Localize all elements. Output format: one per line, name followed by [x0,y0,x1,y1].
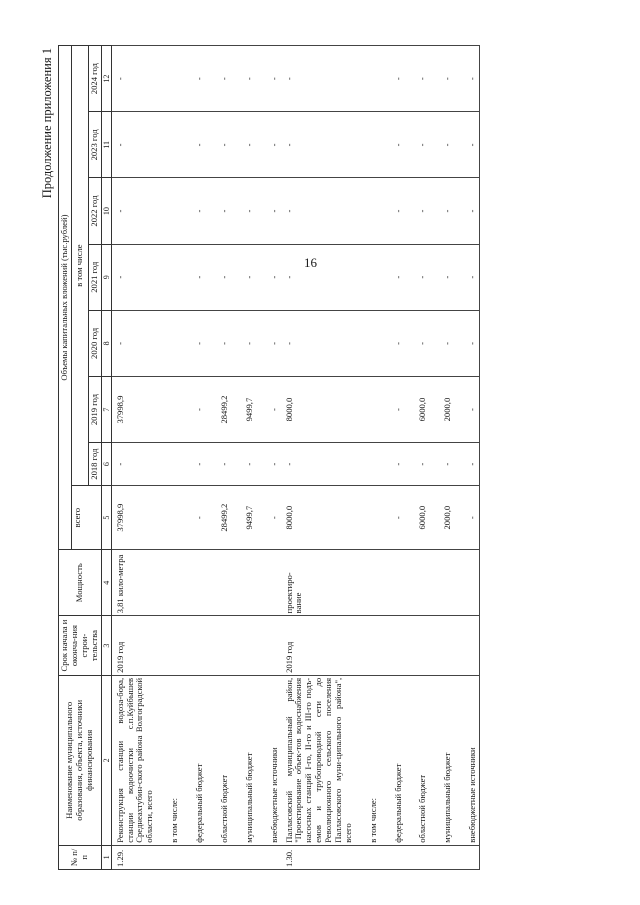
row-value: - [380,486,405,550]
row-value: - [281,112,355,178]
header-column-number: 7 [101,376,111,442]
row-value: - [206,443,231,486]
row-value: - [380,443,405,486]
row-value [355,46,380,112]
row-term [454,616,479,676]
row-value: - [231,112,256,178]
row-capacity [231,550,256,616]
row-value: 28499,2 [206,376,231,442]
table-row [355,46,380,870]
row-value: - [231,244,256,310]
row-value: 6000,0 [404,486,429,550]
row-value: - [404,443,429,486]
row-value: - [256,244,281,310]
row-value: - [454,443,479,486]
row-value: - [429,443,454,486]
row-value: - [429,310,454,376]
header-year: 2023 год [88,112,101,178]
row-value: - [256,486,281,550]
row-value [156,46,181,112]
row-capacity [404,550,429,616]
row-capacity [206,550,231,616]
header-column-number: 4 [101,550,111,616]
row-value: 8000,0 [281,486,355,550]
row-term [181,616,206,676]
row-value [355,486,380,550]
row-value: - [380,46,405,112]
row-value: 28499,2 [206,486,231,550]
row-value: - [404,112,429,178]
row-value: - [231,443,256,486]
row-value: - [256,46,281,112]
row-name: внебюджетные источники [454,675,479,845]
row-value [156,376,181,442]
row-value: - [181,310,206,376]
row-term [156,616,181,676]
row-term [206,616,231,676]
table-row [156,46,181,870]
capital-investment-table [58,45,480,870]
row-value: 8000,0 [281,376,355,442]
row-value: - [454,112,479,178]
row-index [256,845,281,869]
table-row [404,46,429,870]
row-value: - [281,443,355,486]
header-year: 2019 год [88,376,101,442]
header-column-number: 10 [101,178,111,244]
header-volumes: Объемы капитальных вложений (тыс.рублей) [59,46,72,550]
table-row [181,46,206,870]
row-value: - [429,244,454,310]
row-index [181,845,206,869]
header-column-number: 3 [101,616,111,676]
row-value: - [206,112,231,178]
row-value [156,443,181,486]
row-capacity: 3,81 кило-метра [111,550,156,616]
row-index [404,845,429,869]
row-index [454,845,479,869]
row-value: - [231,46,256,112]
row-value: - [181,486,206,550]
row-value: - [206,46,231,112]
row-value: - [256,112,281,178]
row-capacity [181,550,206,616]
table-row [256,46,281,870]
header-column-number: 6 [101,443,111,486]
row-value: - [404,178,429,244]
header-year: 2021 год [88,244,101,310]
row-value: - [111,244,156,310]
row-value: - [256,376,281,442]
row-value: - [429,46,454,112]
header-column-number: 9 [101,244,111,310]
row-capacity [355,550,380,616]
row-index [206,845,231,869]
table-row [429,46,454,870]
row-capacity [454,550,479,616]
row-value: 9499,7 [231,376,256,442]
row-value [355,443,380,486]
row-value: - [111,310,156,376]
header-name: Наименование муниципального образования, объекта, источники финансирования [59,675,102,845]
row-value: - [429,112,454,178]
appendix-title: Продолжение приложения 1 [40,48,54,199]
row-value [156,178,181,244]
row-name: Палласовский муниципальный район, "Проектирование объек-тов водоснабжения насосных станций I-го, II-го и III-го подъ-емов и трубопроводной сети до Революционного сельского поселения Палласовского муни-ципального района", всего [281,675,355,845]
row-name: внебюджетные источники [256,675,281,845]
rotated-page-content [38,40,623,870]
row-term [256,616,281,676]
header-year: 2022 год [88,178,101,244]
header-no: № п/п [59,845,102,869]
row-value: - [111,112,156,178]
header-column-number: 2 [101,675,111,845]
row-value: - [380,244,405,310]
row-value [355,178,380,244]
row-value: - [454,178,479,244]
row-term: 2019 год [281,616,355,676]
row-value: - [181,443,206,486]
row-value: - [181,46,206,112]
table-row [380,46,405,870]
row-name: в том числе: [156,675,181,845]
row-value: - [404,244,429,310]
row-value: - [256,178,281,244]
header-column-number: 5 [101,486,111,550]
row-name: федеральный бюджет [181,675,206,845]
header-capacity: Мощность [59,550,102,616]
row-capacity: проектиро-вание [281,550,355,616]
row-term: 2019 год [111,616,156,676]
row-index [156,845,181,869]
row-value: - [111,178,156,244]
row-value: - [181,244,206,310]
header-year: 2020 год [88,310,101,376]
row-value: 37998,9 [111,376,156,442]
row-value: - [281,46,355,112]
row-value: - [181,178,206,244]
row-index [380,845,405,869]
row-index [355,845,380,869]
row-value: - [380,112,405,178]
row-value: - [181,112,206,178]
row-value: - [404,310,429,376]
row-value: - [281,310,355,376]
row-value: - [429,178,454,244]
row-value: - [380,310,405,376]
row-name: в том числе: [355,675,380,845]
row-name: федеральный бюджет [380,675,405,845]
header-including: в том числе [71,46,88,486]
header-column-number: 11 [101,112,111,178]
header-total: всего [71,486,101,550]
row-term [404,616,429,676]
row-name: Реконструкция станции водоза-бора, станции водоочистки с.п.Куйбышев Среднеахтубин-ского района Волгоградской области, всего [111,675,156,845]
row-value [355,310,380,376]
row-value: - [206,178,231,244]
header-year: 2018 год [88,443,101,486]
row-value: - [231,310,256,376]
row-capacity [429,550,454,616]
row-value: - [181,376,206,442]
row-value: - [404,46,429,112]
row-name: муниципальный бюджет [429,675,454,845]
row-value: - [256,443,281,486]
row-value: - [231,178,256,244]
row-index [231,845,256,869]
table-header [59,46,112,870]
row-value: - [256,310,281,376]
header-column-number: 12 [101,46,111,112]
row-value: - [454,46,479,112]
row-term [380,616,405,676]
table-body [111,46,479,870]
row-term [429,616,454,676]
table-row [206,46,231,870]
row-value: - [111,46,156,112]
row-value: 2000,0 [429,376,454,442]
header-column-numbers [101,46,111,870]
row-name: областной бюджет [404,675,429,845]
header-column-number: 1 [101,845,111,869]
row-term [231,616,256,676]
table-row [454,46,479,870]
row-value [156,244,181,310]
row-value: - [454,310,479,376]
table-row [281,46,355,870]
row-value: - [281,244,355,310]
row-value [355,112,380,178]
row-capacity [156,550,181,616]
row-value: - [454,244,479,310]
row-value: 6000,0 [404,376,429,442]
row-index: 1.29. [111,845,156,869]
row-value: - [454,486,479,550]
table-row [231,46,256,870]
row-value [355,244,380,310]
row-value: - [206,310,231,376]
row-value: - [206,244,231,310]
row-value [156,310,181,376]
row-value [156,112,181,178]
row-index [429,845,454,869]
row-name: муниципальный бюджет [231,675,256,845]
row-value: - [454,376,479,442]
header-term: Срок начала и оконча-ния строи-тельства [59,616,102,676]
row-value [156,486,181,550]
table-row [111,46,156,870]
row-value: 2000,0 [429,486,454,550]
row-term [355,616,380,676]
row-value: - [380,376,405,442]
row-capacity [380,550,405,616]
row-capacity [256,550,281,616]
row-value: - [380,178,405,244]
row-value: 37998,9 [111,486,156,550]
page-number: 16 [304,255,317,270]
header-column-number: 8 [101,310,111,376]
header-year: 2024 год [88,46,101,112]
row-index: 1.30. [281,845,355,869]
row-value: 9499,7 [231,486,256,550]
row-value [355,376,380,442]
row-value: - [111,443,156,486]
row-name: областной бюджет [206,675,231,845]
row-value: - [281,178,355,244]
